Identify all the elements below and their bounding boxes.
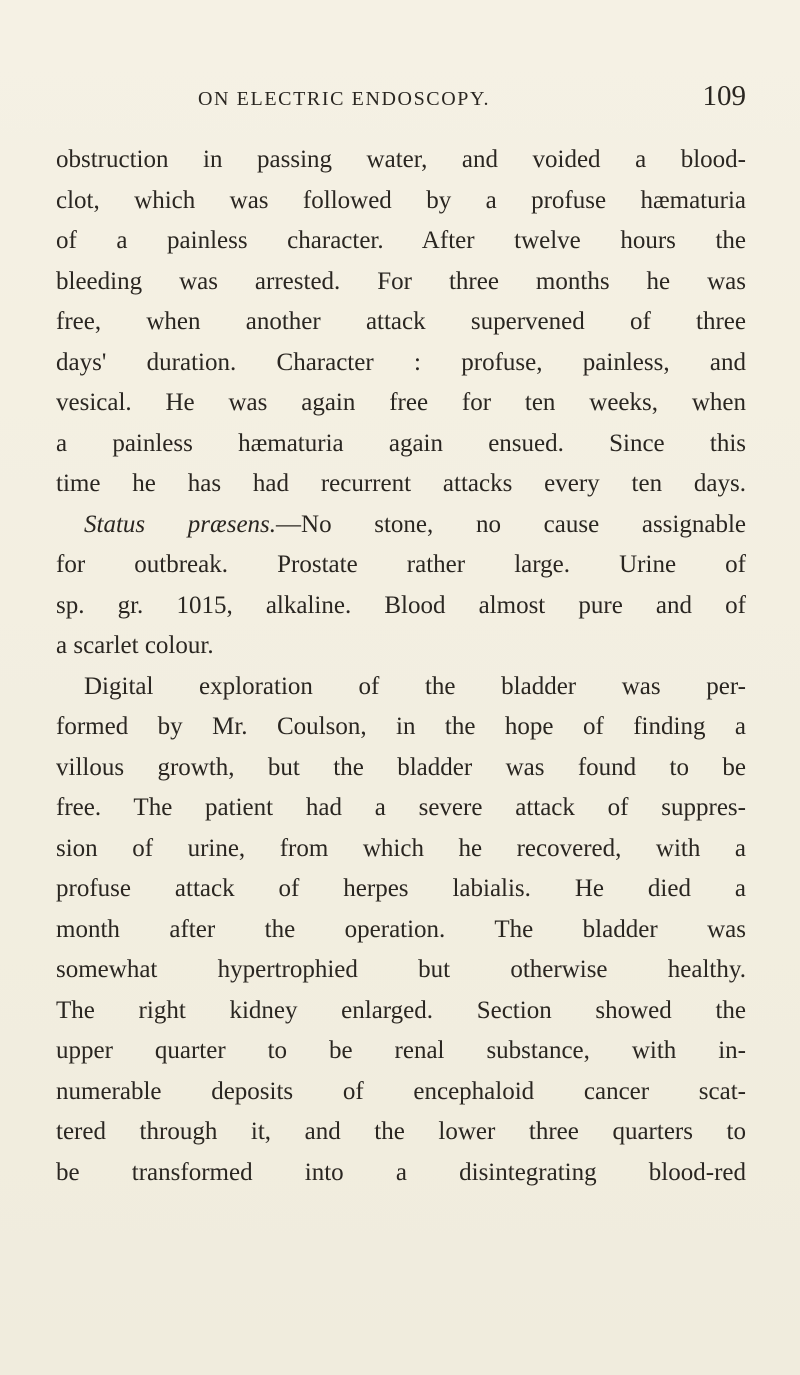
- text-line: a painless hæmaturia again ensued. Since this: [56, 429, 746, 457]
- text-line: vesical. He was again free for ten weeks, when: [56, 389, 746, 416]
- status-praesens-text: —No stone, no cause assignable: [276, 510, 746, 538]
- text-line: free. The patient had a severe attack of suppres-: [56, 794, 746, 821]
- text-line: obstruction in passing water, and voided a blood-: [56, 146, 746, 173]
- text-line: month after the operation. The bladder was: [56, 915, 746, 943]
- text-line: sp. gr. 1015, alkaline. Blood almost pure and of: [56, 591, 746, 619]
- text-line: time he has had recurrent attacks every ten days.: [56, 470, 746, 497]
- page-number: 109: [702, 80, 746, 112]
- text-line-status-praesens: [56, 505, 746, 546]
- text-line: clot, which was followed by a profuse hæmaturia: [56, 186, 746, 214]
- text-line: of a painless character. After twelve hours the: [56, 227, 746, 254]
- text-line: somewhat hypertrophied but otherwise healthy.: [56, 956, 746, 983]
- text-line: profuse attack of herpes labialis. He died a: [56, 875, 746, 902]
- text-line: upper quarter to be renal substance, with in-: [56, 1037, 746, 1064]
- text-line: for outbreak. Prostate rather large. Urine of: [56, 551, 746, 578]
- text-line: The right kidney enlarged. Section showed the: [56, 996, 746, 1024]
- status-praesens-heading: Status præsens.: [84, 510, 277, 538]
- text-line: formed by Mr. Coulson, in the hope of finding a: [56, 713, 746, 740]
- text-line: bleeding was arrested. For three months he was: [56, 267, 746, 295]
- text-line: days' duration. Character : profuse, painless, and: [56, 348, 746, 376]
- text-line: sion of urine, from which he recovered, with a: [56, 834, 746, 862]
- text-line: Digital exploration of the bladder was per-: [84, 672, 746, 700]
- body-text: [56, 140, 746, 1193]
- text-line: a scarlet colour.: [56, 632, 214, 659]
- text-line: be transformed into a disintegrating blood-red: [56, 1158, 746, 1186]
- text-line: tered through it, and the lower three quarters to: [56, 1118, 746, 1145]
- text-line: numerable deposits of encephaloid cancer scat-: [56, 1077, 746, 1105]
- text-line: villous growth, but the bladder was found to be: [56, 753, 746, 781]
- running-title: ON ELECTRIC ENDOSCOPY.: [198, 88, 491, 110]
- running-head: [56, 80, 746, 120]
- text-line: free, when another attack supervened of three: [56, 308, 746, 335]
